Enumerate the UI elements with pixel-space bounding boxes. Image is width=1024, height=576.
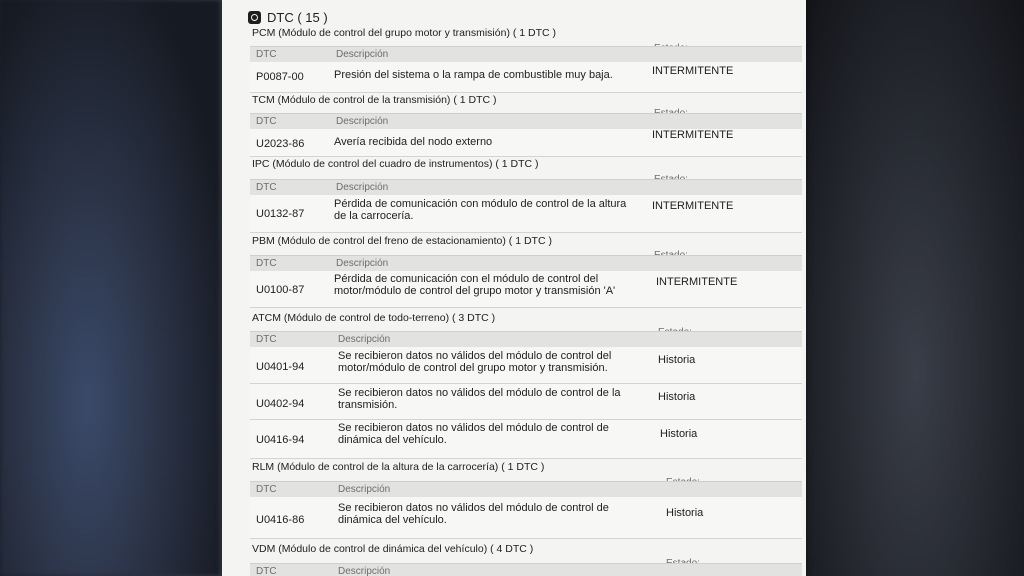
table-header [250, 46, 802, 63]
dtc-state: Historia [658, 354, 696, 366]
col-dtc-label: DTC [256, 182, 277, 193]
dtc-state: INTERMITENTE [652, 129, 734, 141]
col-dtc-label: DTC [256, 49, 277, 60]
table-header [250, 563, 802, 576]
dtc-description: Se recibieron datos no válidos del módulo de control de dinámica del vehículo. [338, 502, 609, 526]
dtc-state: Historia [658, 391, 696, 403]
dtc-description: Pérdida de comunicación con el módulo de control del motor/módulo de control del grupo motor y transmisión 'A' [334, 273, 616, 297]
background-right [806, 0, 1024, 576]
dtc-code: P0087-00 [256, 71, 304, 83]
table-header [250, 179, 802, 196]
camera-icon [248, 11, 261, 24]
dtc-description: Se recibieron datos no válidos del módulo de control de la transmisión. [338, 387, 621, 411]
dtc-state: Historia [660, 428, 698, 440]
col-desc-label: Descripción [336, 49, 389, 60]
dtc-code: U0416-94 [256, 434, 305, 446]
dtc-code: U0402-94 [256, 398, 305, 410]
col-dtc-label: DTC [256, 484, 277, 495]
module-title-vdm: VDM (Módulo de control de dinámica del vehículo) ( 4 DTC ) [252, 543, 534, 555]
col-desc-label: Descripción [338, 484, 391, 495]
dtc-code: U2023-86 [256, 138, 305, 150]
dtc-row[interactable] [250, 384, 802, 420]
col-desc-label: Descripción [338, 566, 391, 576]
dtc-row[interactable] [250, 497, 802, 539]
dtc-description: Pérdida de comunicación con módulo de control de la altura de la carrocería. [334, 198, 627, 222]
table-header [250, 481, 802, 498]
dtc-row[interactable] [250, 347, 802, 384]
dtc-row[interactable] [250, 420, 802, 459]
col-desc-label: Descripción [336, 258, 389, 269]
report-header [248, 8, 328, 26]
dtc-report-sheet [222, 0, 806, 576]
module-title-ipc: IPC (Módulo de control del cuadro de instrumentos) ( 1 DTC ) [252, 158, 539, 170]
dtc-description: Avería recibida del nodo externo [334, 136, 493, 148]
col-desc-label: Descripción [336, 182, 389, 193]
col-desc-label: Descripción [336, 116, 389, 127]
col-dtc-label: DTC [256, 116, 277, 127]
dtc-description: Presión del sistema o la rampa de combustible muy baja. [334, 69, 613, 81]
dtc-state: INTERMITENTE [652, 200, 734, 212]
dtc-row[interactable] [250, 62, 802, 93]
dtc-code: U0416-86 [256, 514, 305, 526]
background-left [0, 0, 220, 576]
dtc-row[interactable] [250, 271, 802, 308]
col-dtc-label: DTC [256, 258, 277, 269]
table-header [250, 331, 802, 348]
dtc-row[interactable] [250, 129, 802, 157]
dtc-code: U0132-87 [256, 208, 305, 220]
module-title-rlm: RLM (Módulo de control de la altura de la carrocería) ( 1 DTC ) [252, 461, 545, 473]
module-title-pcm: PCM (Módulo de control del grupo motor y transmisión) ( 1 DTC ) [252, 27, 557, 39]
dtc-description: Se recibieron datos no válidos del módulo de control de dinámica del vehículo. [338, 422, 609, 446]
dtc-row[interactable] [250, 195, 802, 233]
dtc-code: U0100-87 [256, 284, 305, 296]
table-header [250, 113, 802, 130]
dtc-state: INTERMITENTE [656, 276, 738, 288]
dtc-code: U0401-94 [256, 361, 305, 373]
table-header [250, 255, 802, 272]
col-desc-label: Descripción [338, 334, 391, 345]
module-title-pbm: PBM (Módulo de control del freno de estacionamiento) ( 1 DTC ) [252, 235, 552, 247]
col-dtc-label: DTC [256, 566, 277, 576]
report-title: DTC ( 15 ) [267, 9, 328, 25]
module-title-tcm: TCM (Módulo de control de la transmisión) ( 1 DTC ) [252, 94, 497, 106]
col-dtc-label: DTC [256, 334, 277, 345]
dtc-state: Historia [666, 507, 704, 519]
dtc-state: INTERMITENTE [652, 65, 734, 77]
module-title-atcm: ATCM (Módulo de control de todo-terreno) ( 3 DTC ) [252, 312, 496, 324]
dtc-description: Se recibieron datos no válidos del módulo de control del motor/módulo de control del grupo motor y transmisión. [338, 350, 612, 374]
